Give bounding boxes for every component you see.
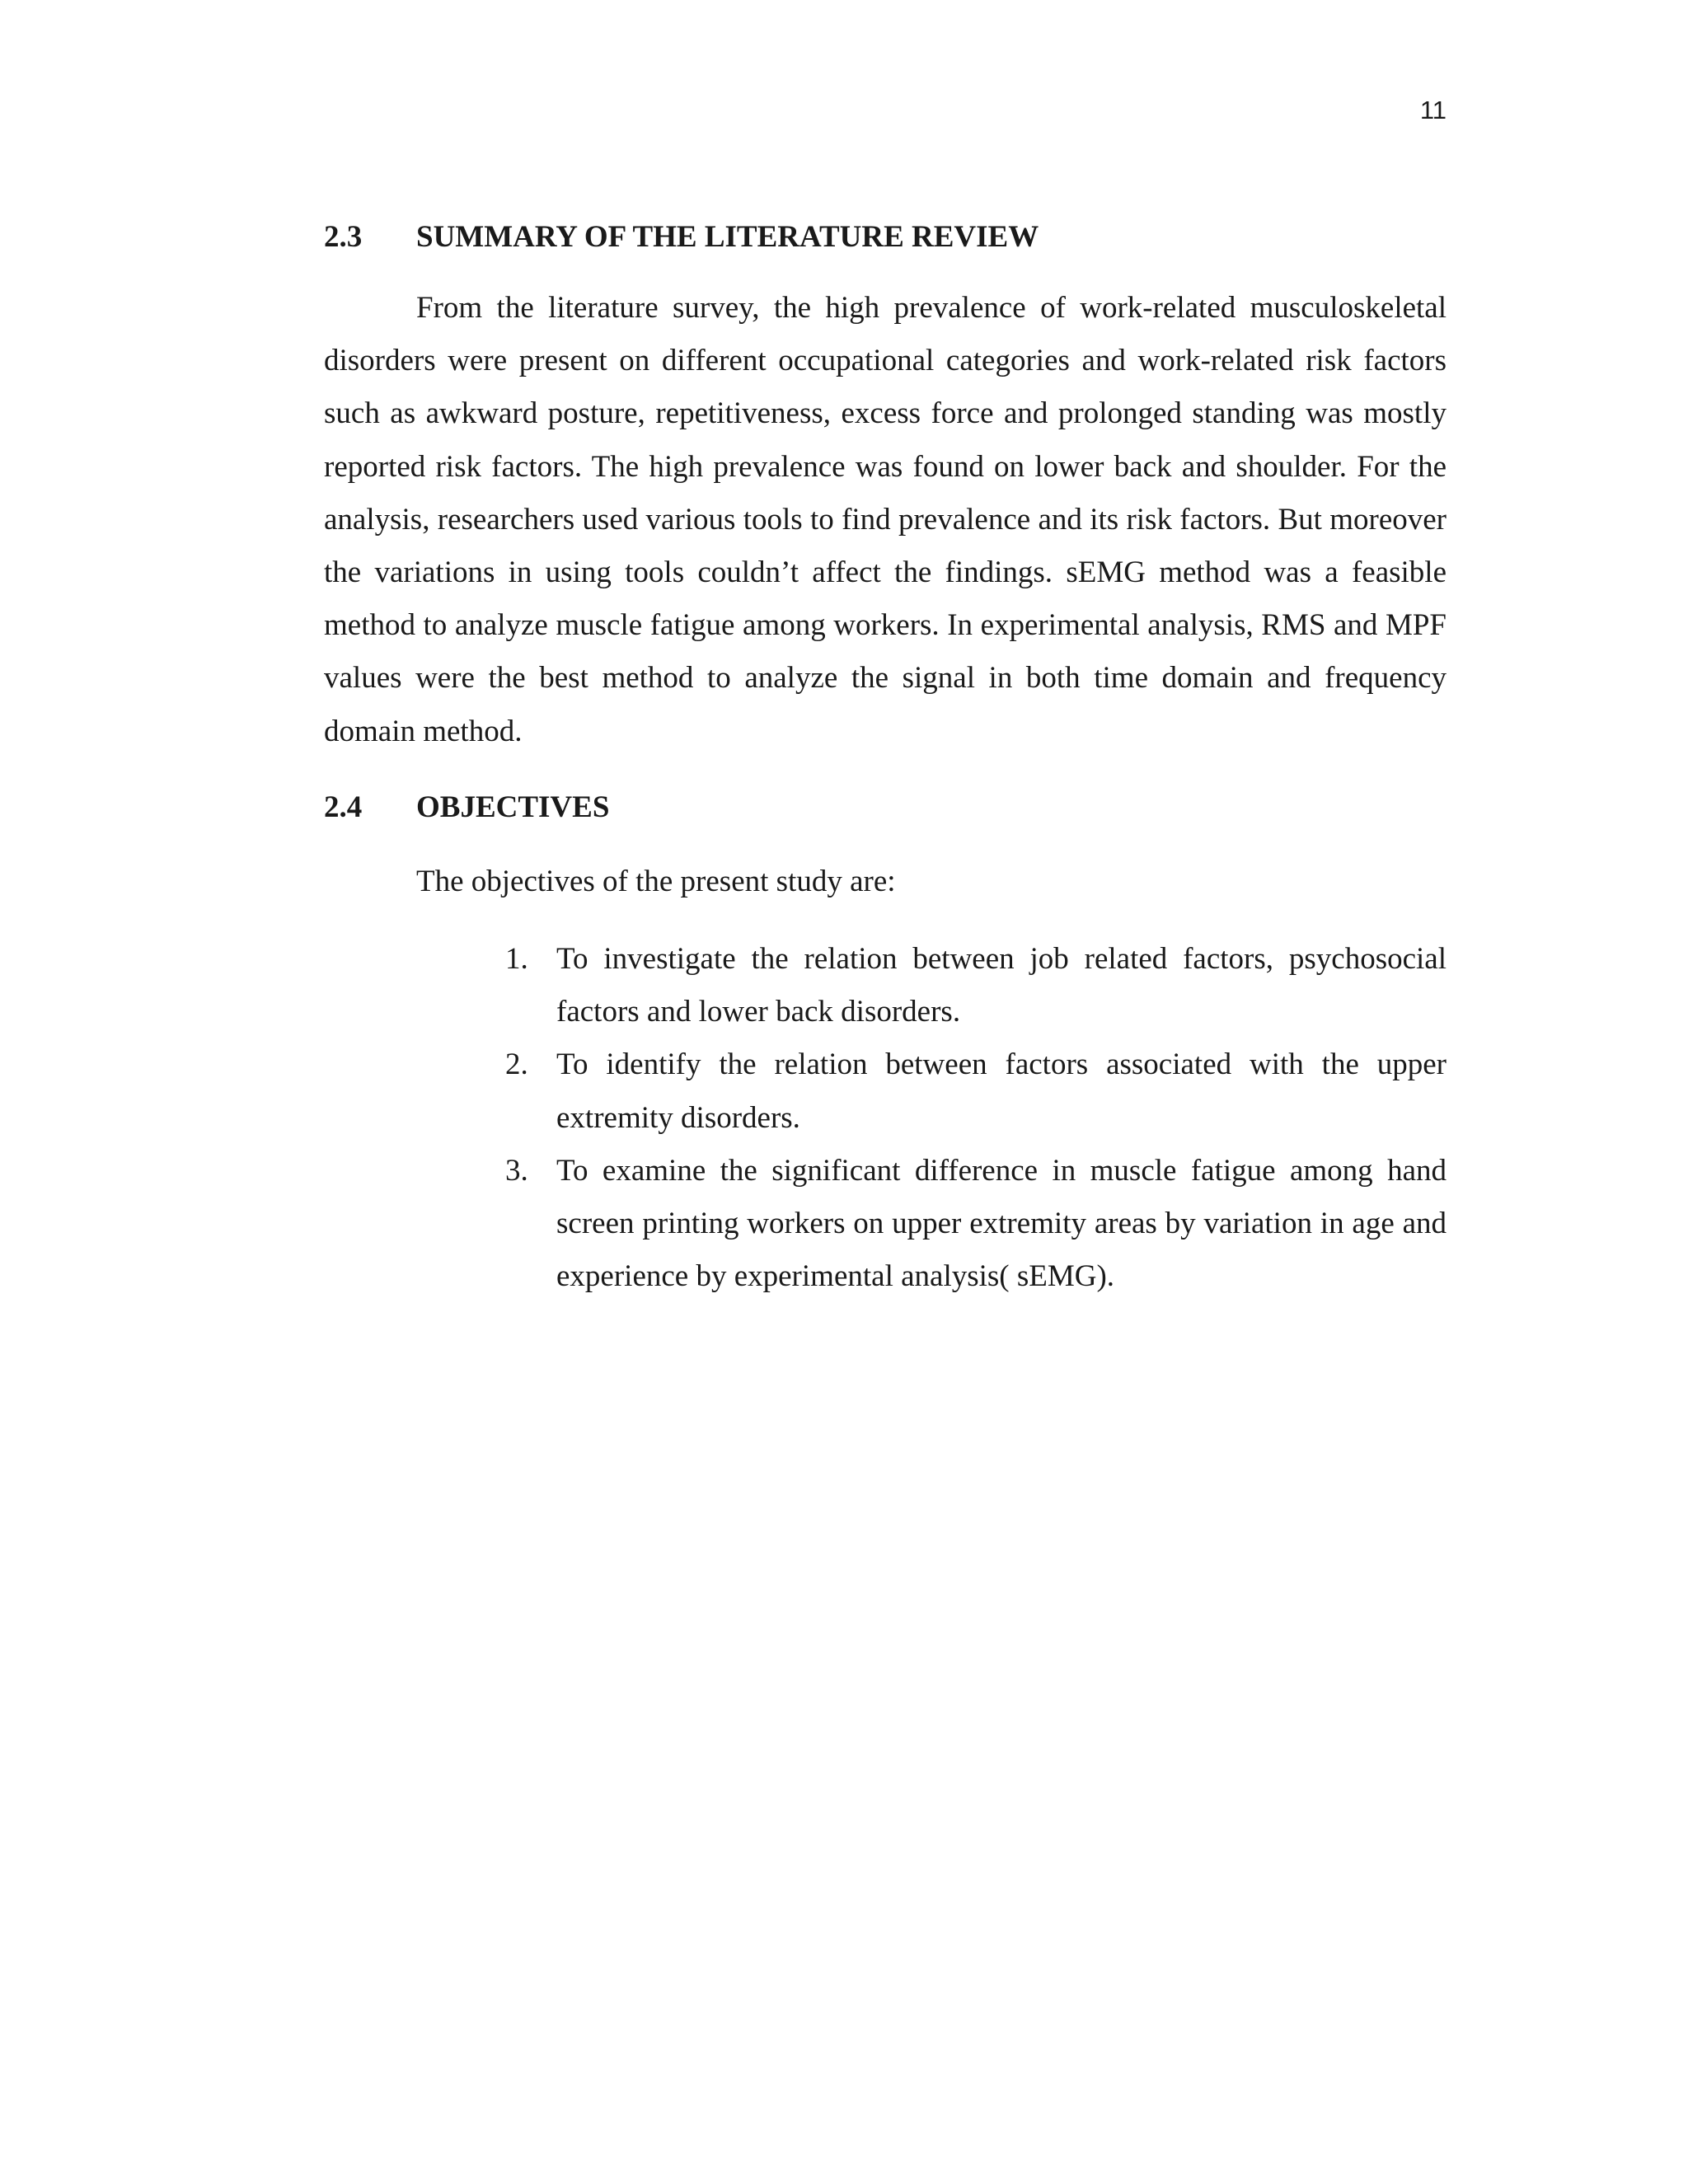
- page-number: 11: [1419, 96, 1447, 124]
- list-item-text: To identify the relation between factors associated with the upper extremity disorders.: [556, 1047, 1447, 1135]
- list-item: [505, 933, 1447, 1038]
- section-number: 2.4: [324, 790, 363, 824]
- section-heading-summary: [324, 213, 1447, 262]
- objectives-intro: The objectives of the present study are:: [416, 864, 896, 898]
- list-item-marker: 3.: [505, 1153, 528, 1188]
- section-title: OBJECTIVES: [416, 790, 610, 824]
- list-item-marker: 1.: [505, 942, 528, 977]
- document-body: [324, 213, 1447, 1303]
- section-number: 2.3: [324, 220, 363, 254]
- list-item-text: To investigate the relation between job related factors, psychosocial factors and lower back disorders.: [556, 942, 1447, 1029]
- list-item-marker: 2.: [505, 1047, 528, 1082]
- section-title: SUMMARY OF THE LITERATURE REVIEW: [416, 220, 1039, 254]
- objectives-list: [324, 933, 1447, 1303]
- section-heading-objectives: [324, 783, 1447, 832]
- list-item-text: To examine the significant difference in muscle fatigue among hand screen printing workers on upper extremity areas by variation in age and experience by experimental analysis( sEMG).: [556, 1153, 1447, 1294]
- list-item: [505, 1145, 1447, 1304]
- list-item: [505, 1038, 1447, 1144]
- summary-paragraph: From the literature survey, the high prevalence of work-related musculoskeletal disorders were present on different occupational categories and work-related risk factors such as awkward posture, repetitiveness, excess force and prolonged standing was mostly reported risk factors. The high prevalence was found on lower back and shoulder. For the analysis, researchers used various tools to find prevalence and its risk factors. But moreover the variations in using tools couldn’t affect the findings. sEMG method was a feasible method to analyze muscle fatigue among workers. In experimental analysis, RMS and MPF values were the best method to analyze the signal in both time domain and frequency domain method.: [324, 291, 1447, 748]
